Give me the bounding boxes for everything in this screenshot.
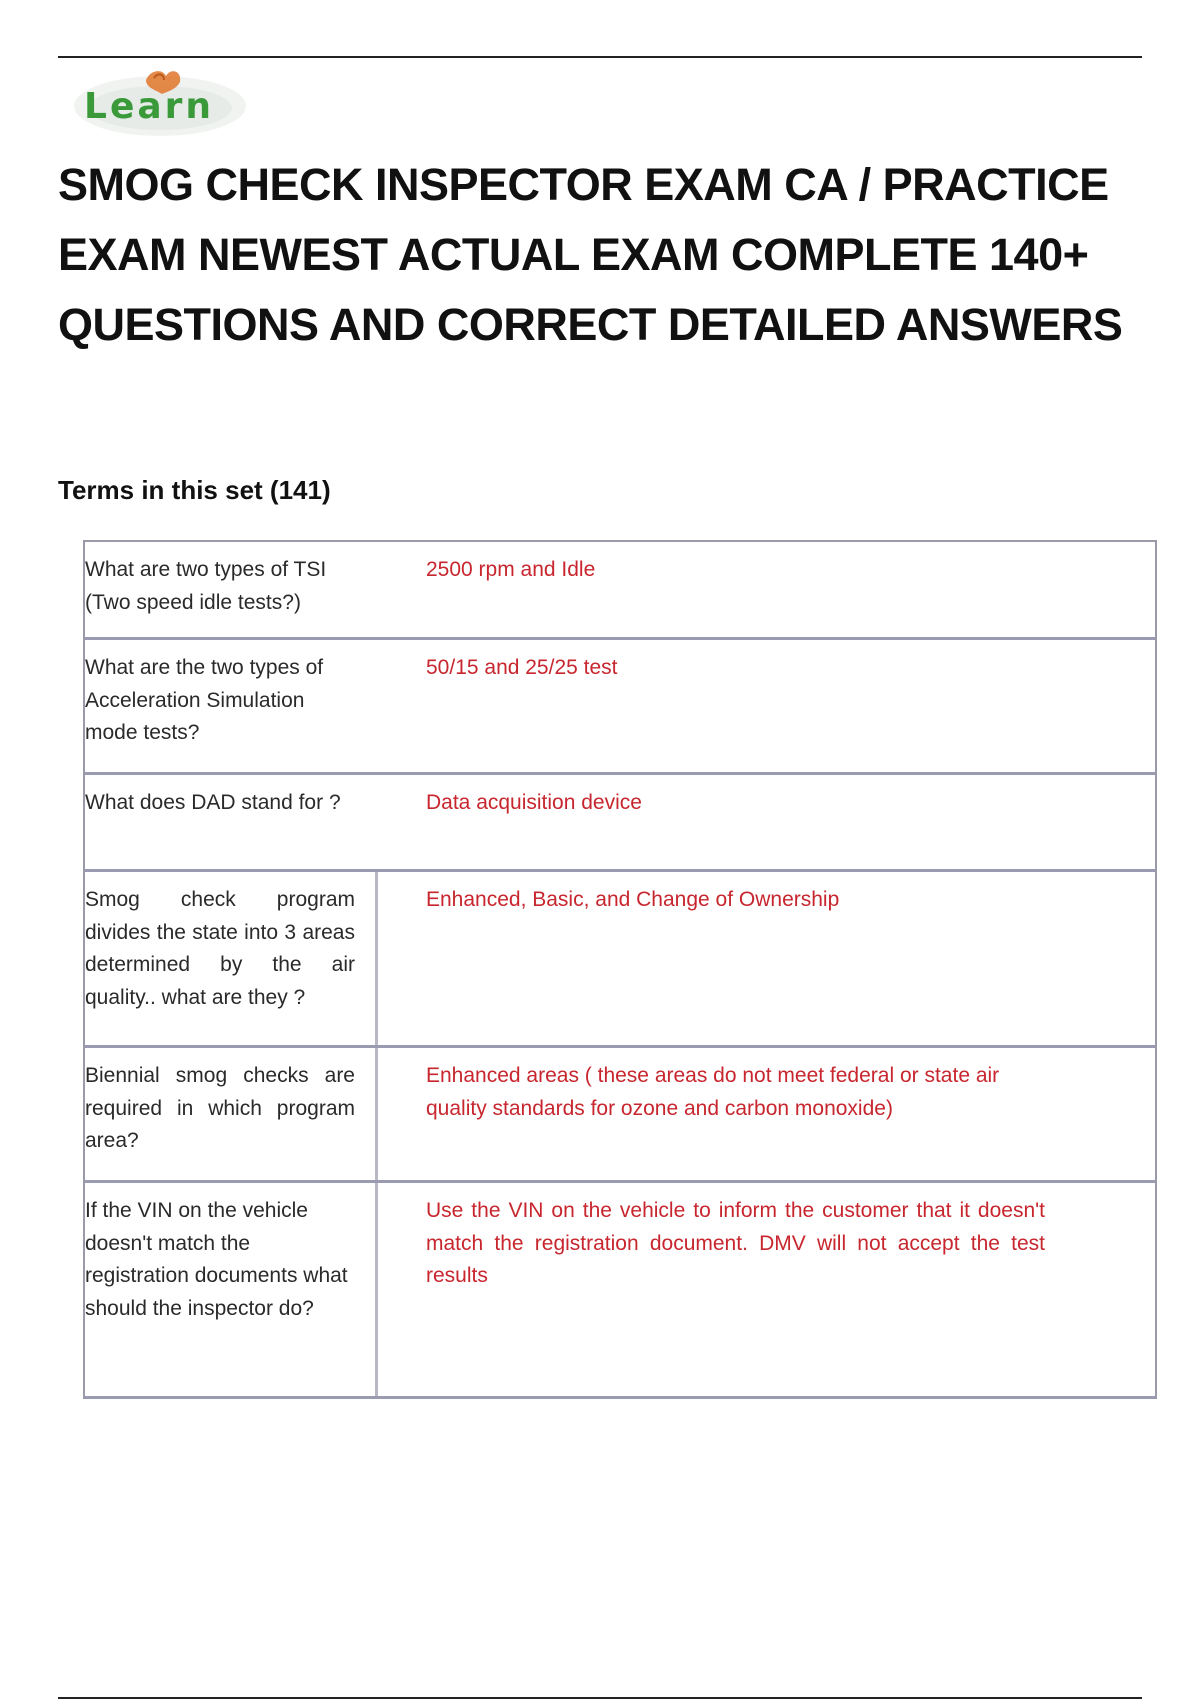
terms-table (83, 540, 1157, 1399)
logo-text: Learn (84, 86, 215, 127)
page-title: SMOG CHECK INSPECTOR EXAM CA / PRACTICE EXAM NEWEST ACTUAL EXAM COMPLETE 140+ QUESTIONS AND CORRECT DETAILED ANSWERS (58, 159, 1123, 350)
question-cell: Smog check program divides the state into 3 areas determined by the air quality.. what are they ? (85, 888, 355, 1009)
answer-cell: 2500 rpm and Idle (426, 558, 596, 581)
question-cell: What are the two types of Acceleration Simulation mode tests? (85, 656, 324, 744)
answer-cell: Data acquisition device (426, 791, 642, 814)
table-row (85, 775, 1155, 872)
learn-logo (70, 66, 250, 140)
table-row (85, 542, 1155, 640)
table-row (85, 1048, 1155, 1183)
question-cell: Biennial smog checks are required in which program area? (85, 1064, 355, 1152)
hand-logo-icon (70, 66, 250, 140)
table-row (85, 1183, 1155, 1399)
answer-cell: Use the VIN on the vehicle to inform the customer that it doesn't match the registration document. DMV will not accept the test results (426, 1199, 1045, 1287)
question-cell: If the VIN on the vehicle doesn't match the registration documents what should the inspector do? (85, 1199, 348, 1320)
bottom-rule (58, 1697, 1142, 1699)
question-cell: What does DAD stand for ? (85, 791, 341, 814)
top-rule (58, 56, 1142, 58)
question-cell: What are two types of TSI (Two speed idle tests?) (85, 558, 327, 614)
answer-cell: Enhanced areas ( these areas do not meet federal or state air quality standards for ozone and carbon monoxide) (426, 1064, 1000, 1120)
table-row (85, 872, 1155, 1048)
answer-cell: 50/15 and 25/25 test (426, 656, 618, 679)
table-row (85, 640, 1155, 775)
terms-count-heading: Terms in this set (141) (58, 475, 331, 505)
answer-cell: Enhanced, Basic, and Change of Ownership (426, 888, 840, 911)
